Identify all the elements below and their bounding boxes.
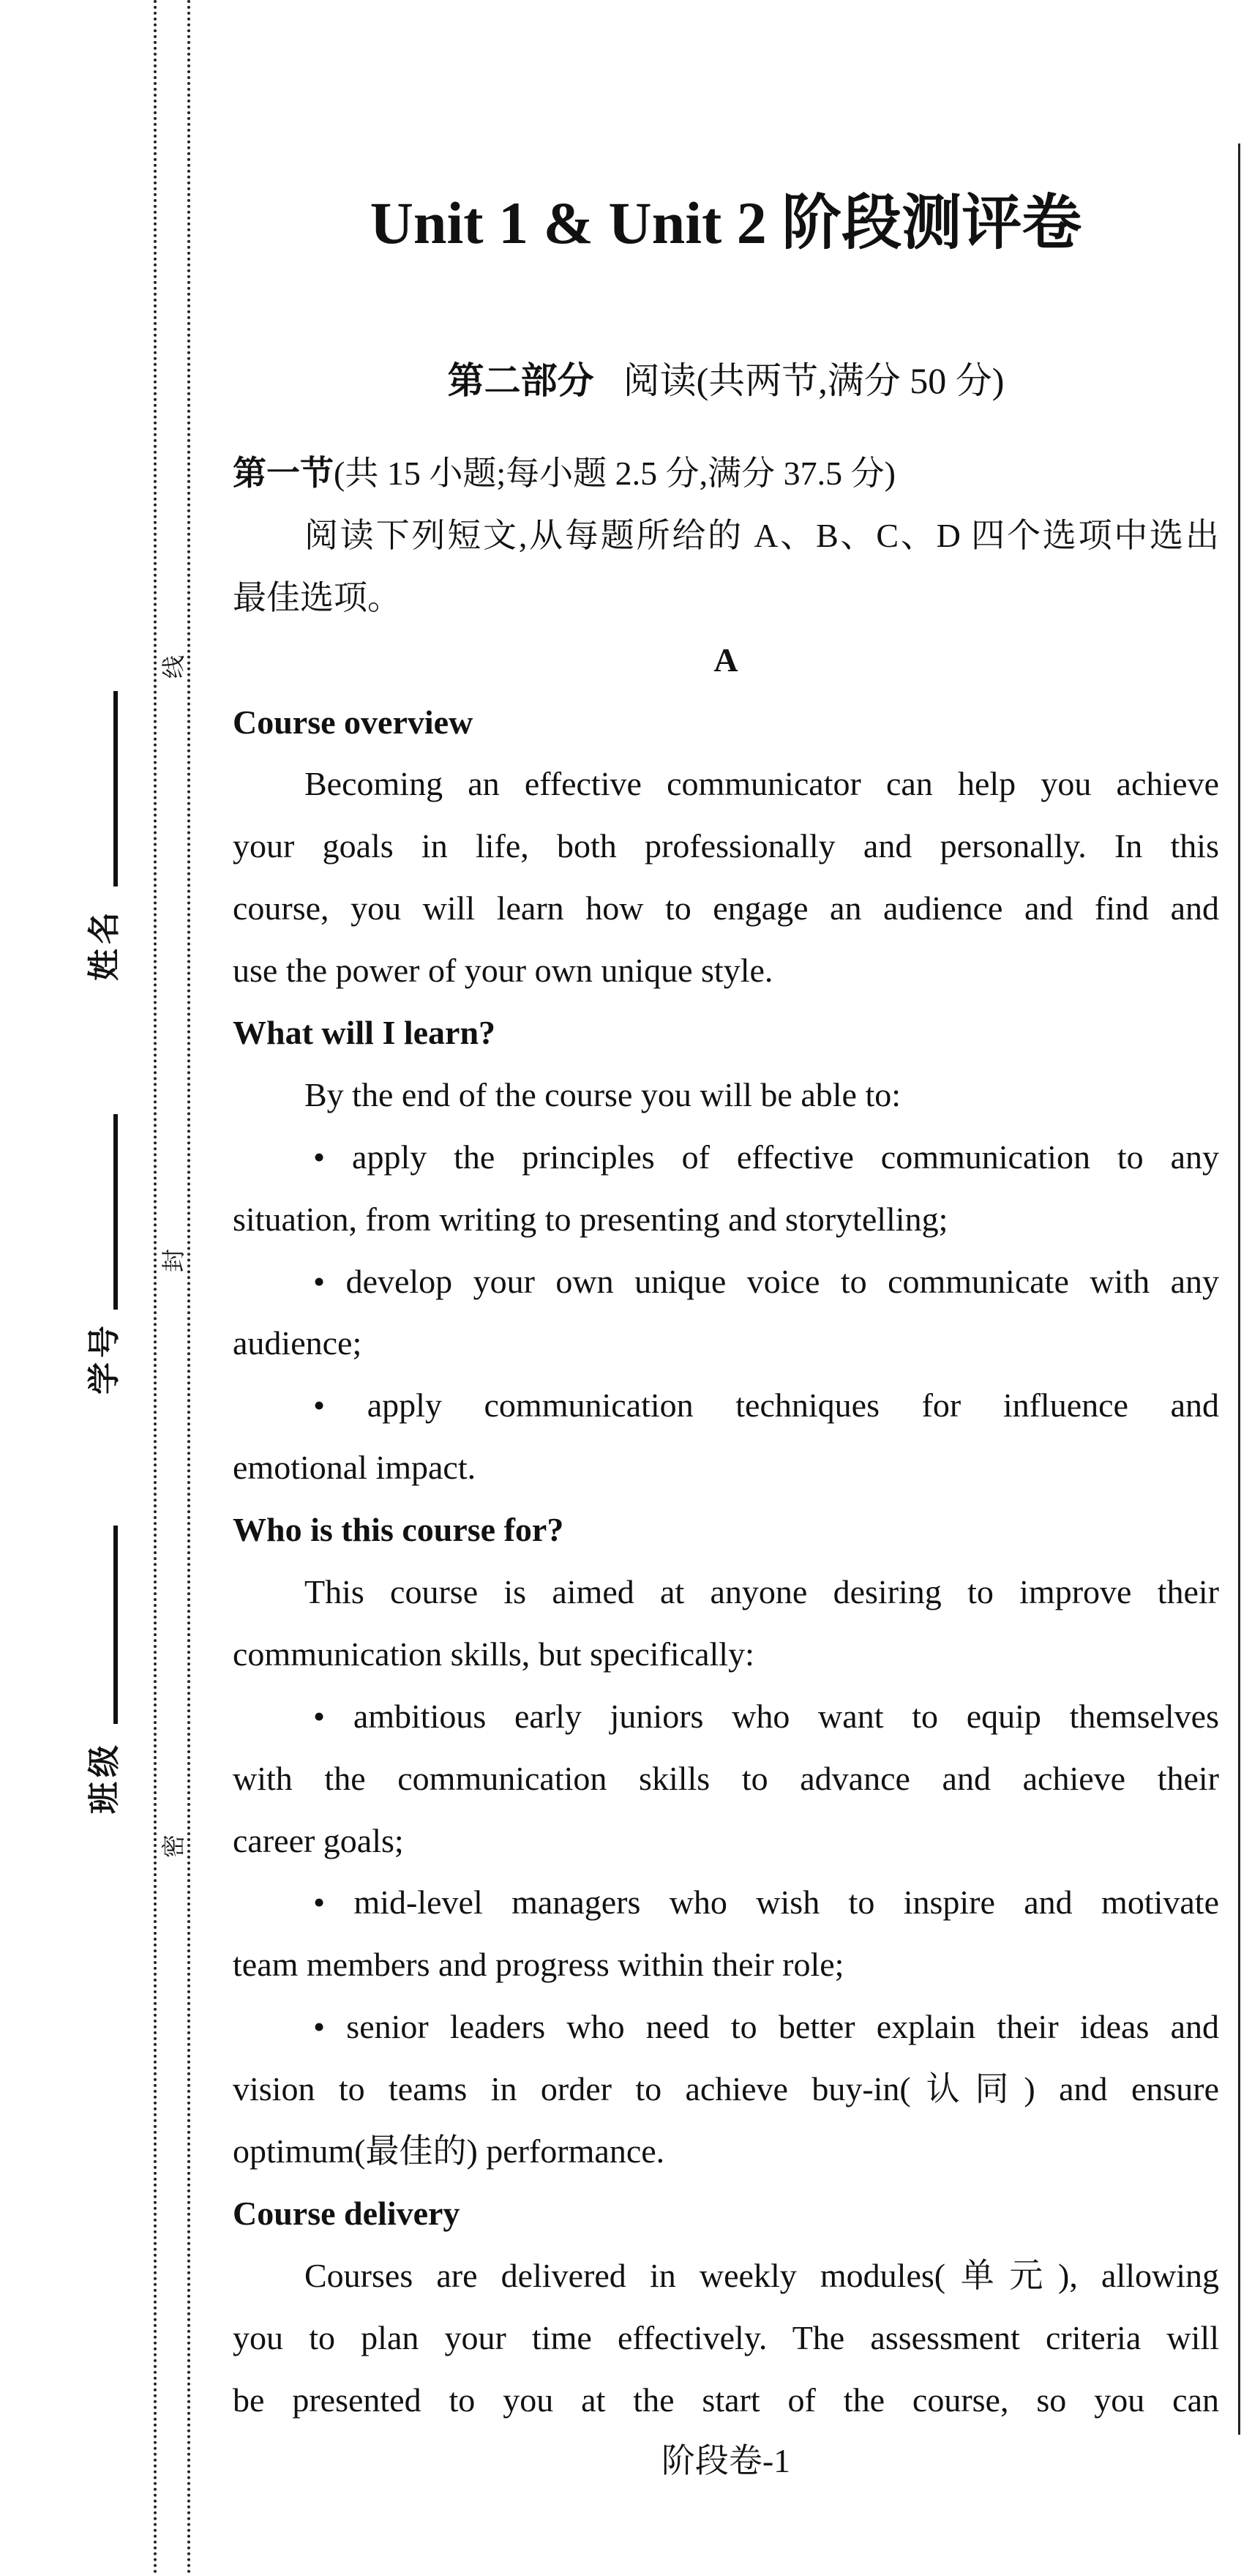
bullet-line: • apply communication techniques for influence and (313, 1386, 1219, 1425)
page-title: Unit 1 & Unit 2 阶段测评卷 (370, 190, 1082, 256)
heading-block (233, 2183, 1219, 2245)
paragraph-block (233, 505, 1219, 630)
paragraph-line: By the end of the course you will be able to: (304, 1075, 901, 1113)
section-description: (共 15 小题;每小题 2.5 分,满分 37.5 分) (334, 455, 896, 492)
bullet-block (233, 1375, 1219, 1499)
name-blank[interactable] (113, 691, 118, 886)
page-footer: 阶段卷-1 (661, 2442, 791, 2479)
paragraph-line: use the power of your own unique style. (233, 952, 773, 990)
name-label: 姓名 (86, 908, 122, 981)
paragraph-block (233, 2245, 1219, 2432)
class-blank[interactable] (113, 1526, 118, 1724)
heading-line: What will I learn? (233, 1014, 496, 1052)
fold-line-outer (154, 0, 157, 2576)
paragraph-line: This course is aimed at anyone desiring to improve their (304, 1573, 1219, 1611)
paragraph-line: communication skills, but specifically: (233, 1635, 754, 1673)
bullet-line: • apply the principles of effective communication to any (313, 1138, 1219, 1176)
bullet-block (233, 1686, 1219, 1873)
part-heading (233, 355, 1219, 406)
fold-line-inner (187, 0, 190, 2576)
paragraph-line: Becoming an effective communicator can help you achieve (304, 765, 1219, 803)
bullet-block (233, 1996, 1219, 2183)
reading-content (233, 443, 1219, 2432)
bullet-line: • ambitious early juniors who want to equip themselves (313, 1697, 1219, 1735)
paragraph-block (233, 1064, 1219, 1127)
heading-block (233, 1499, 1219, 1561)
student-id-blank[interactable] (113, 1114, 118, 1310)
paragraph-line: 最佳选项。 (233, 578, 401, 616)
bullet-block (233, 1872, 1219, 1996)
part-title: 第二部分 (447, 360, 594, 401)
bullet-line: career goals; (233, 1821, 404, 1859)
page-border-right (1238, 143, 1240, 2435)
heading-line: Course overview (233, 703, 473, 741)
bullet-line: • mid-level managers who wish to inspire and motivate (313, 1884, 1219, 1922)
bullet-line: situation, from writing to presenting and storytelling; (233, 1200, 948, 1238)
paragraph-line: Courses are delivered in weekly modules(单元), allowing (304, 2256, 1219, 2294)
cut-mark-mi: 密 (160, 1834, 187, 1859)
bullet-line: emotional impact. (233, 1449, 476, 1487)
cut-mark-feng: 封 (160, 1248, 187, 1273)
class-label: 班级 (86, 1741, 122, 1814)
paragraph-line: 阅读下列短文,从每题所给的 A、B、C、D 四个选项中选出 (304, 516, 1219, 554)
heading-block (233, 692, 1219, 754)
paragraph-block (233, 753, 1219, 1002)
passage-label-block (233, 630, 1219, 692)
bullet-line: • senior leaders who need to better explain their ideas and (313, 2008, 1219, 2046)
paragraph-block (233, 1561, 1219, 1686)
section-heading (233, 443, 1219, 505)
bullet-line: vision to teams in order to achieve buy-in(认同) and ensure (233, 2070, 1219, 2108)
part-description: 阅读(共两节,满分 50 分) (623, 360, 1005, 401)
paragraph-line: you to plan your time effectively. The assessment criteria will (233, 2318, 1219, 2356)
cut-mark-xian: 线 (160, 654, 187, 679)
heading-line: Course delivery (233, 2194, 460, 2232)
student-id-label: 学号 (86, 1321, 122, 1395)
bullet-line: audience; (233, 1324, 362, 1362)
passage-label-line: A (713, 641, 738, 679)
paragraph-line: course, you will learn how to engage an audience and find and (233, 889, 1219, 927)
section-name: 第一节 (233, 455, 334, 492)
heading-block (233, 1002, 1219, 1064)
bullet-block (233, 1251, 1219, 1375)
bullet-block (233, 1127, 1219, 1251)
bullet-line: team members and progress within their role; (233, 1946, 844, 1984)
bullet-line: with the communication skills to advance and achieve their (233, 1759, 1219, 1797)
bullet-line: optimum(最佳的) performance. (233, 2132, 665, 2170)
passage-blocks (233, 505, 1219, 2432)
paragraph-line: be presented to you at the start of the course, so you can (233, 2381, 1219, 2419)
paragraph-line: your goals in life, both professionally and personally. In this (233, 827, 1219, 865)
bullet-line: • develop your own unique voice to communicate with any (313, 1262, 1219, 1300)
heading-line: Who is this course for? (233, 1511, 564, 1549)
